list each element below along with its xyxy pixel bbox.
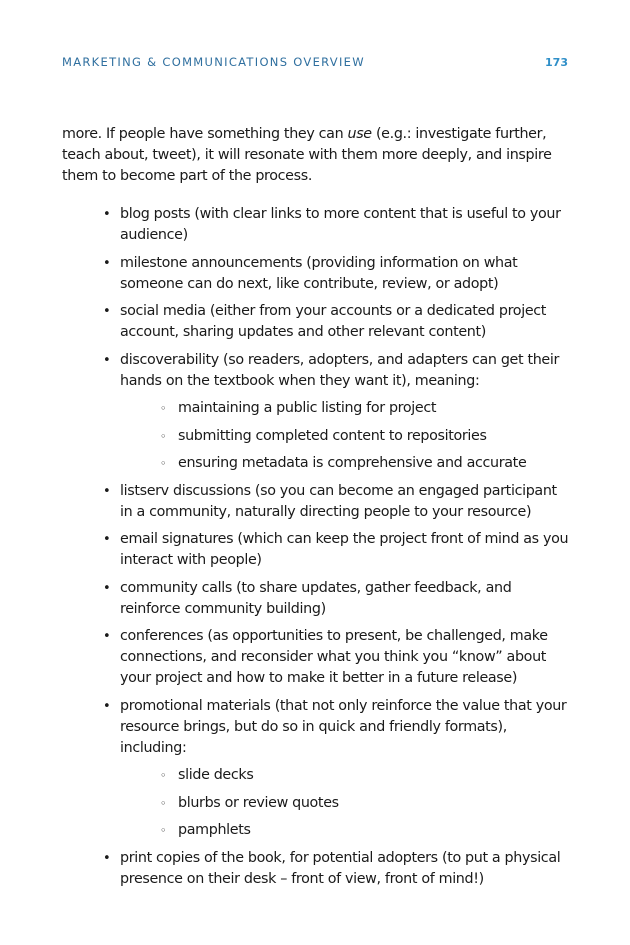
list-item-text: promotional materials (that not only reinforce the value that your resource brings, but do so in quick and friendly formats), including: (120, 697, 567, 756)
list-item-text: social media (either from your accounts or a dedicated project account, sharing updates and other relevant content) (120, 303, 547, 340)
list-item (103, 578, 572, 620)
list-item (103, 481, 572, 523)
sub-list-item (160, 820, 572, 841)
hollow-bullet-icon: ◦ (160, 429, 167, 443)
bullet-icon: • (103, 580, 111, 596)
sub-list-item-text: pamphlets (178, 822, 251, 838)
list-item (103, 253, 572, 295)
page-number: 173 (545, 56, 568, 69)
list-item-text: listserv discussions (so you can become an engaged participant in a community, naturally directing people to your resource) (120, 482, 557, 520)
list-item-text: print copies of the book, for potential adopters (to put a physical presence on their desk – front of view, front of mind!) (120, 849, 561, 887)
bullet-icon: • (103, 207, 111, 222)
running-header (62, 55, 568, 71)
running-header-title: MARKETING & COMMUNICATIONS OVERVIEW (62, 55, 365, 69)
sub-list-item-text: blurbs or review quotes (178, 794, 339, 811)
sub-list (120, 765, 572, 841)
list-item-text: conferences (as opportunities to present, be challenged, make connections, and reconsider what you think you “know” about your project and how to make it better in a future release) (120, 628, 548, 686)
list-item-text: discoverability (so readers, adopters, and adapters can get their hands on the textbook when they want it), meaning: (120, 351, 560, 389)
list-item (103, 301, 572, 343)
sub-list-item-text: maintaining a public listing for project (178, 400, 437, 416)
intro-text-end: (e.g.: investigate further, teach about, tweet), it will resonate with them more deeply, and inspire them to become part of the process. (62, 126, 552, 184)
list-item (103, 350, 572, 475)
bullet-icon: • (103, 304, 111, 319)
bullet-icon: • (103, 698, 111, 714)
bullet-list (62, 204, 572, 890)
intro-text-start: more. If people have something they can (62, 126, 348, 142)
list-item-text: community calls (to share updates, gather feedback, and reinforce community building) (120, 579, 512, 617)
sub-list-item (160, 793, 572, 814)
bullet-icon: • (103, 255, 111, 271)
bullet-icon: • (103, 532, 111, 547)
sub-list-item (160, 398, 572, 419)
bullet-icon: • (103, 483, 111, 499)
hollow-bullet-icon: ◦ (160, 796, 167, 810)
list-item-text: milestone announcements (providing information on what someone can do next, like contribute, review, or adopt) (120, 254, 518, 292)
bullet-icon: • (103, 629, 111, 644)
body-text (62, 124, 572, 896)
sub-list-item-text: ensuring metadata is comprehensive and accurate (178, 455, 527, 471)
list-item (103, 204, 572, 246)
sub-list-item (160, 453, 572, 474)
bullet-icon: • (103, 850, 111, 866)
list-item-text: email signatures (which can keep the project front of mind as you interact with people) (120, 531, 569, 568)
sub-list-item-text: submitting completed content to repositories (178, 427, 487, 444)
sub-list-item (160, 765, 572, 786)
hollow-bullet-icon: ◦ (160, 824, 167, 837)
sub-list (120, 398, 572, 474)
hollow-bullet-icon: ◦ (160, 457, 167, 470)
list-item (103, 626, 572, 689)
hollow-bullet-icon: ◦ (160, 402, 167, 415)
hollow-bullet-icon: ◦ (160, 769, 167, 782)
intro-paragraph (62, 124, 572, 187)
sub-list-item-text: slide decks (178, 767, 254, 783)
list-item (103, 529, 572, 571)
intro-emphasis: use (347, 126, 372, 142)
bullet-icon: • (103, 352, 111, 368)
list-item (103, 696, 572, 842)
sub-list-item (160, 426, 572, 447)
list-item-text: blog posts (with clear links to more content that is useful to your audience) (120, 206, 561, 243)
list-item (103, 848, 572, 890)
